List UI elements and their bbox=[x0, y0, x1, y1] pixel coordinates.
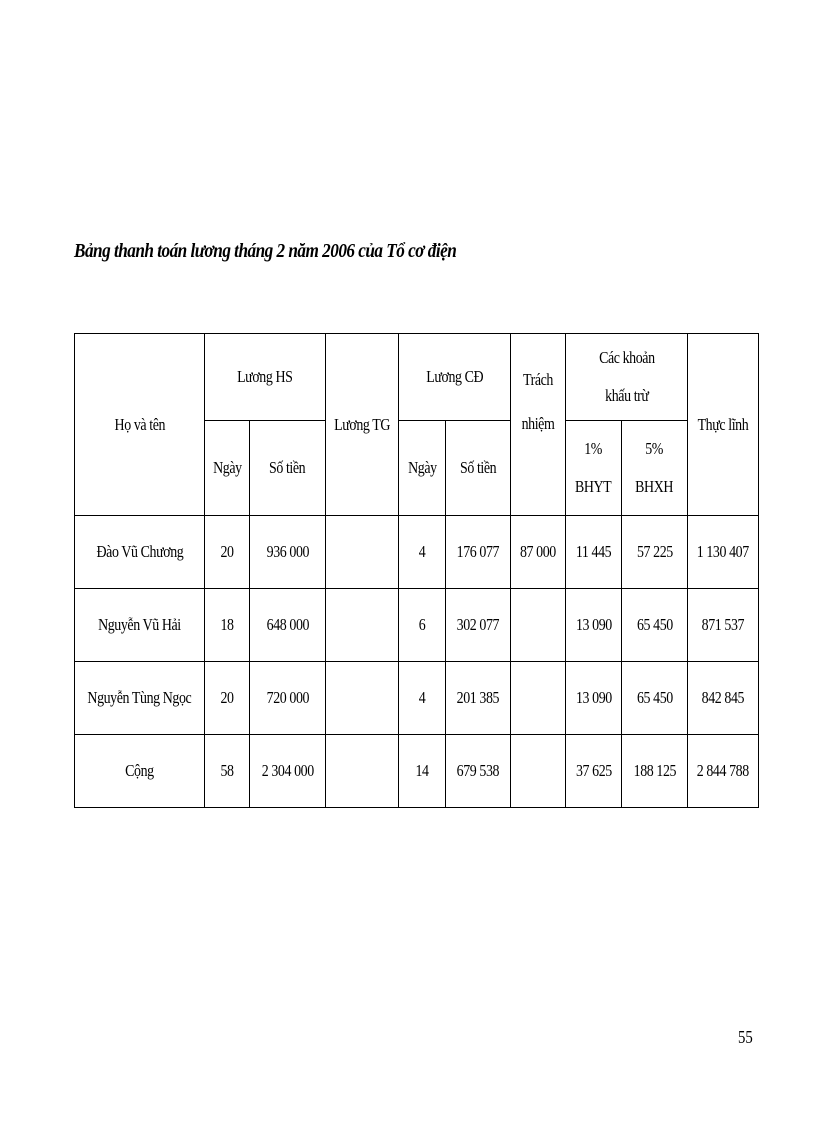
cell-cd-ngay: 4 bbox=[399, 662, 446, 735]
cell-bhxh: 188 125 bbox=[622, 735, 688, 808]
cell-cd-so-tien: 302 077 bbox=[446, 589, 511, 662]
cell-bhyt: 13 090 bbox=[566, 662, 622, 735]
cell-hs-ngay: 18 bbox=[205, 589, 250, 662]
cell-bhxh: 65 450 bbox=[622, 589, 688, 662]
cell-hs-ngay: 58 bbox=[205, 735, 250, 808]
cell-name: Nguyễn Tùng Ngọc bbox=[75, 662, 205, 735]
header-bhyt-label: BHYT bbox=[575, 477, 612, 496]
header-hs-so-tien: Số tiền bbox=[250, 421, 326, 516]
cell-hs-ngay: 20 bbox=[205, 516, 250, 589]
document-title: Bảng thanh toán lương tháng 2 năm 2006 của Tổ cơ điện bbox=[74, 240, 457, 262]
table-row bbox=[75, 589, 759, 662]
cell-trach-nhiem: 87 000 bbox=[511, 516, 566, 589]
payroll-table bbox=[74, 333, 759, 808]
header-luong-cd: Lương CĐ bbox=[399, 334, 511, 421]
header-trach-nhiem-line2: nhiệm bbox=[521, 414, 555, 433]
header-bhxh-label: BHXH bbox=[635, 477, 674, 496]
cell-hs-ngay: 20 bbox=[205, 662, 250, 735]
cell-hs-so-tien: 720 000 bbox=[250, 662, 326, 735]
cell-cd-ngay: 4 bbox=[399, 516, 446, 589]
header-row-top bbox=[75, 334, 759, 421]
header-cd-ngay: Ngày bbox=[399, 421, 446, 516]
header-khau-tru-line2: khấu trừ bbox=[604, 386, 649, 405]
header-bhxh-pct: 5% bbox=[645, 439, 664, 458]
cell-cd-so-tien: 679 538 bbox=[446, 735, 511, 808]
cell-hs-so-tien: 2 304 000 bbox=[250, 735, 326, 808]
cell-thuc-linh: 1 130 407 bbox=[688, 516, 759, 589]
cell-hs-so-tien: 648 000 bbox=[250, 589, 326, 662]
header-thuc-linh: Thực lĩnh bbox=[688, 334, 759, 516]
header-khau-tru-line1: Các khoản bbox=[598, 348, 655, 367]
table-row bbox=[75, 662, 759, 735]
cell-trach-nhiem bbox=[511, 735, 566, 808]
cell-luong-tg bbox=[326, 589, 399, 662]
header-cd-so-tien: Số tiền bbox=[446, 421, 511, 516]
cell-hs-so-tien: 936 000 bbox=[250, 516, 326, 589]
cell-bhyt: 37 625 bbox=[566, 735, 622, 808]
cell-cd-so-tien: 201 385 bbox=[446, 662, 511, 735]
header-luong-hs: Lương HS bbox=[205, 334, 326, 421]
cell-trach-nhiem bbox=[511, 662, 566, 735]
cell-luong-tg bbox=[326, 662, 399, 735]
header-hs-ngay: Ngày bbox=[205, 421, 250, 516]
cell-name: Nguyễn Vũ Hải bbox=[75, 589, 205, 662]
header-bhyt-pct: 1% bbox=[584, 439, 603, 458]
header-trach-nhiem-line1: Trách bbox=[523, 370, 553, 389]
table-row-total bbox=[75, 735, 759, 808]
cell-cd-ngay: 6 bbox=[399, 589, 446, 662]
table-row bbox=[75, 516, 759, 589]
cell-bhxh: 65 450 bbox=[622, 662, 688, 735]
header-name: Họ và tên bbox=[75, 334, 205, 516]
cell-bhyt: 13 090 bbox=[566, 589, 622, 662]
cell-thuc-linh: 871 537 bbox=[688, 589, 759, 662]
cell-bhxh: 57 225 bbox=[622, 516, 688, 589]
cell-cd-so-tien: 176 077 bbox=[446, 516, 511, 589]
header-khau-tru bbox=[566, 334, 688, 421]
header-bhxh bbox=[622, 421, 688, 516]
cell-cd-ngay: 14 bbox=[399, 735, 446, 808]
cell-luong-tg bbox=[326, 735, 399, 808]
cell-thuc-linh: 842 845 bbox=[688, 662, 759, 735]
header-bhyt bbox=[566, 421, 622, 516]
header-luong-tg: Lương TG bbox=[326, 334, 399, 516]
cell-trach-nhiem bbox=[511, 589, 566, 662]
cell-thuc-linh: 2 844 788 bbox=[688, 735, 759, 808]
header-trach-nhiem bbox=[511, 334, 566, 516]
cell-name: Cộng bbox=[75, 735, 205, 808]
cell-luong-tg bbox=[326, 516, 399, 589]
cell-name: Đào Vũ Chương bbox=[75, 516, 205, 589]
cell-bhyt: 11 445 bbox=[566, 516, 622, 589]
page-number: 55 bbox=[738, 1027, 753, 1047]
